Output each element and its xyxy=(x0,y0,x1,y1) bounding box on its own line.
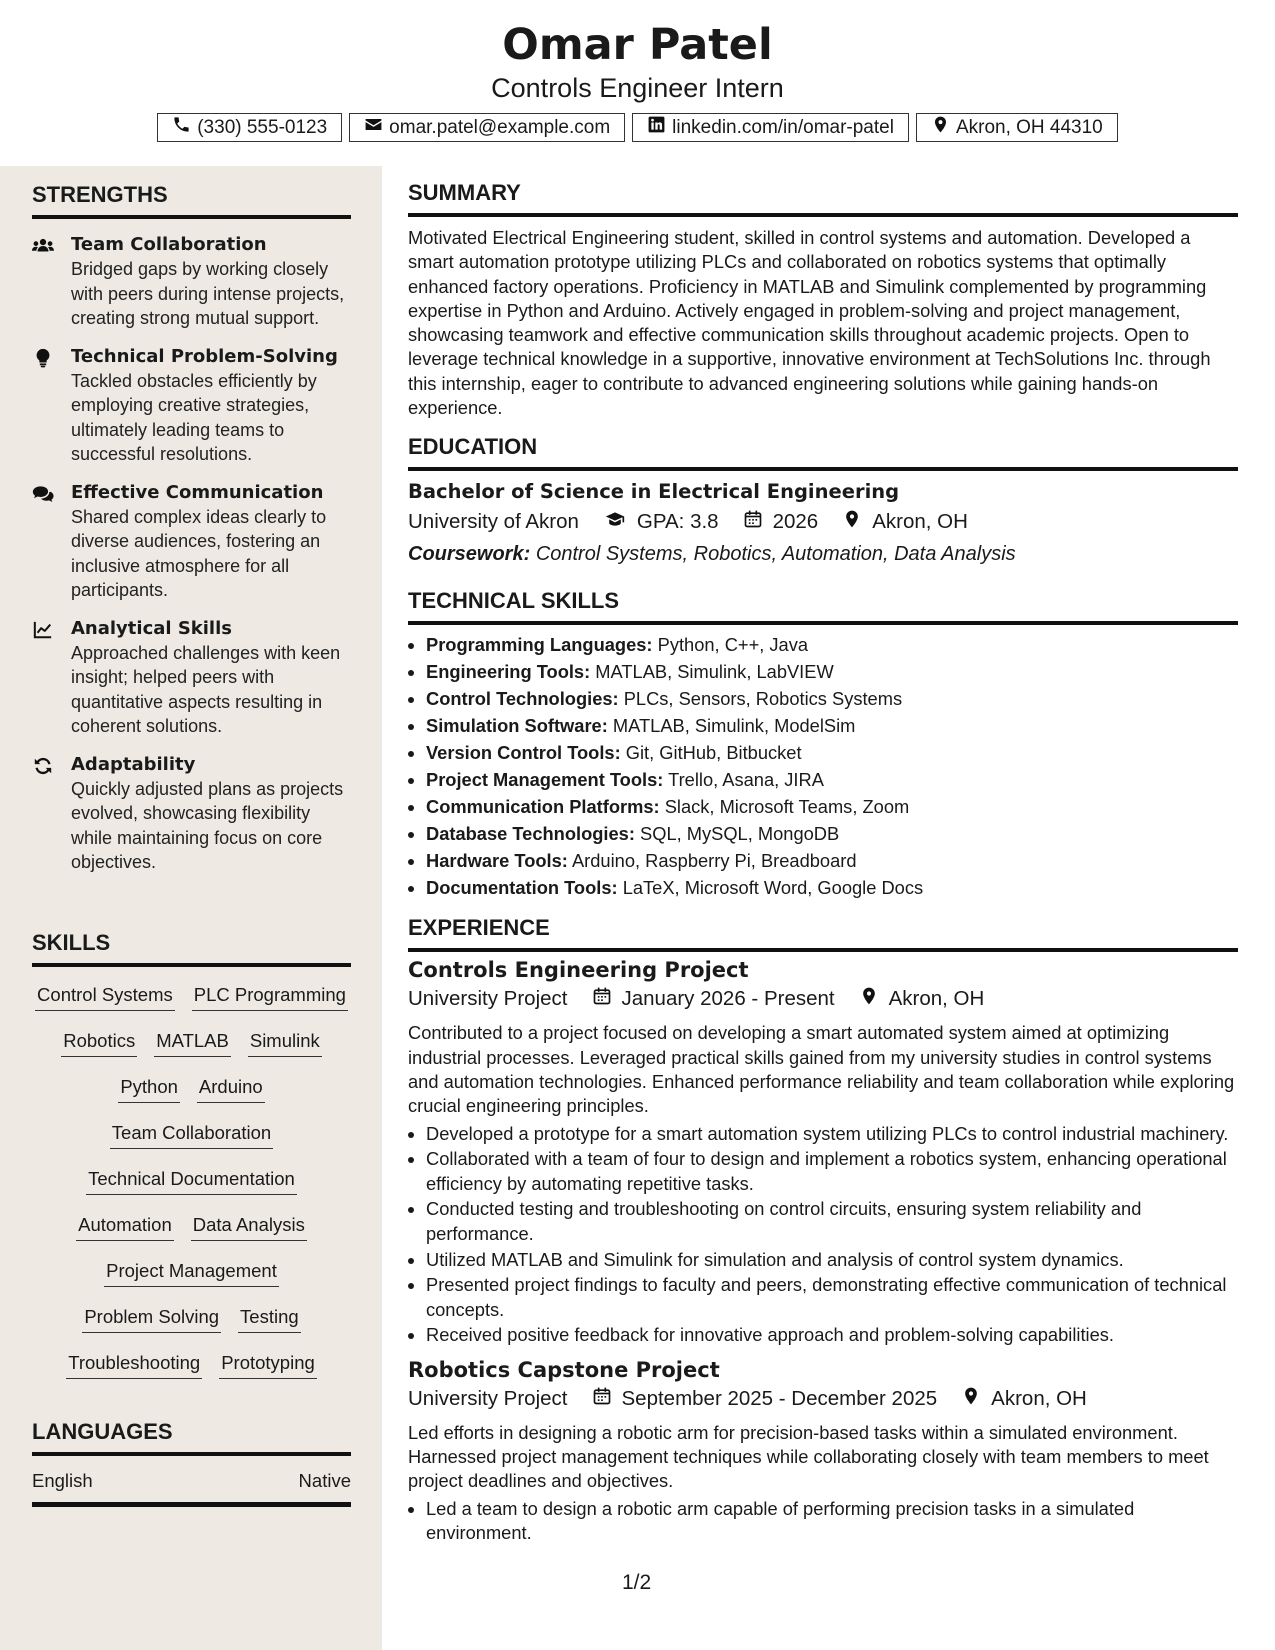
project-dates: September 2025 - December 2025 xyxy=(621,1386,938,1410)
strength-item xyxy=(32,481,351,603)
language-name: English xyxy=(32,1470,93,1491)
skill-category: Documentation Tools: xyxy=(426,877,618,899)
comments-icon xyxy=(32,481,71,603)
language-level: Native xyxy=(298,1470,351,1491)
skill-values: Trello, Asana, JIRA xyxy=(668,769,824,791)
project-bullets xyxy=(408,1497,1238,1546)
education-section xyxy=(408,434,1238,566)
strength-desc: Quickly adjusted plans as projects evolved, showcasing flexibility while maintaining focus on core objectives. xyxy=(71,778,344,872)
list-item xyxy=(426,847,1238,874)
graduation-year: 2026 xyxy=(772,510,819,534)
skill-category: Version Control Tools: xyxy=(426,742,621,764)
list-item: • Conducted testing and troubleshooting on control circuits, ensuring system reliability and performance. xyxy=(426,1197,1238,1246)
chart-line-icon xyxy=(32,617,71,739)
list-item xyxy=(426,712,1238,739)
strength-desc: Bridged gaps by working closely with peers during intense projects, creating strong mutual support. xyxy=(71,259,345,328)
strengths-heading: STRENGTHS xyxy=(32,182,351,219)
strength-title: Team Collaboration xyxy=(71,234,267,255)
graduation-cap-icon xyxy=(603,509,627,535)
project-title: Controls Engineering Project xyxy=(408,958,749,983)
skill-values: Python, C++, Java xyxy=(657,634,809,656)
skill-category: Programming Languages: xyxy=(426,634,653,656)
strength-item xyxy=(32,233,351,331)
contact-location[interactable] xyxy=(916,113,1118,142)
map-pin-icon xyxy=(859,986,879,1012)
skill-category: Project Management Tools: xyxy=(426,769,664,791)
list-item xyxy=(426,820,1238,847)
education-heading: EDUCATION xyxy=(408,434,1238,471)
list-item xyxy=(426,658,1238,685)
school-location: Akron, OH xyxy=(872,510,968,534)
strength-desc: Tackled obstacles efficiently by employing creative strategies, ultimately leading teams to successful resolutions. xyxy=(71,370,317,464)
education-meta xyxy=(408,509,1238,535)
email-text: omar.patel@example.com xyxy=(389,116,611,138)
project-bullets xyxy=(408,1122,1238,1348)
strength-title: Adaptability xyxy=(71,753,196,775)
skill-category: Communication Platforms: xyxy=(426,796,660,818)
skill-tag: Testing xyxy=(238,1306,301,1333)
map-pin-icon xyxy=(842,509,862,535)
gpa: GPA: 3.8 xyxy=(636,510,719,534)
experience-heading: EXPERIENCE xyxy=(408,915,1238,952)
skill-tag: Technical Documentation xyxy=(86,1168,297,1195)
coursework xyxy=(408,543,1238,566)
phone-text: (330) 555-0123 xyxy=(197,116,328,138)
list-item xyxy=(426,739,1238,766)
users-icon xyxy=(32,233,71,331)
contact-linkedin[interactable] xyxy=(632,113,909,142)
skill-tag: Problem Solving xyxy=(82,1306,221,1333)
lightbulb-icon xyxy=(32,345,71,467)
project-org: University Project xyxy=(408,1386,568,1410)
calendar-icon xyxy=(592,1386,612,1412)
skill-values: Slack, Microsoft Teams, Zoom xyxy=(664,796,910,818)
envelope-icon xyxy=(364,115,383,140)
skill-tag: Automation xyxy=(76,1214,174,1241)
list-item xyxy=(426,874,1238,901)
calendar-icon xyxy=(743,509,763,535)
list-item xyxy=(426,793,1238,820)
skill-tag: Python xyxy=(118,1076,180,1103)
skill-values: Git, GitHub, Bitbucket xyxy=(625,742,802,764)
skills-list xyxy=(32,984,351,1379)
map-pin-icon xyxy=(931,115,950,140)
skill-values: MATLAB, Simulink, LabVIEW xyxy=(595,661,834,683)
skill-tag: Robotics xyxy=(61,1030,137,1057)
strength-item xyxy=(32,617,351,739)
skill-tag: Troubleshooting xyxy=(66,1352,202,1379)
main-content xyxy=(408,180,1238,1547)
skill-tag: PLC Programming xyxy=(192,984,348,1011)
strength-title: Effective Communication xyxy=(71,481,324,503)
skill-values: PLCs, Sensors, Robotics Systems xyxy=(623,688,903,710)
language-row xyxy=(32,1470,351,1507)
candidate-name: Omar Patel xyxy=(502,20,773,70)
summary-text: Motivated Electrical Engineering student, skilled in control systems and automation. Developed a smart automation prototype utilizing PLCs and collaborated on robotics systems that optimally enhanced factory operations. Proficiency in MATLAB and Simulink complemented by programming expertise in Python and Arduino. Actively engaged in problem-solving and project management, showcasing teamwork and effective communication skills throughout academic projects. Open to leverage technical knowledge in a supportive, innovative environment at TechSolutions Inc. through this internship, eager to contribute to advanced engineering solutions while gaining hands-on experience. xyxy=(408,227,1211,419)
job-title: Controls Engineer Intern xyxy=(491,73,784,103)
experience-item xyxy=(408,1358,1238,1545)
project-description: Led efforts in designing a robotic arm for precision-based tasks within a simulated environment. Harnessed project management techniques while collaborating closely with team members to meet project deadlines and objectives. xyxy=(408,1421,1209,1492)
school-name: University of Akron xyxy=(408,510,579,534)
location-text: Akron, OH 44310 xyxy=(955,116,1103,138)
skills-heading: SKILLS xyxy=(32,930,351,967)
project-description: Contributed to a project focused on developing a smart automated system aimed at optimizing industrial processes. Leveraged practical skills gained from my university studies in control systems and automation technologies. Enhanced performance reliability and team collaboration while exploring crucial engineering principles. xyxy=(408,1022,1235,1117)
page-number: 1/2 xyxy=(622,1571,652,1594)
list-item: • Received positive feedback for innovative approach and problem-solving capabilities. xyxy=(426,1323,1238,1347)
strength-desc: Approached challenges with keen insight; helped peers with quantitative aspects resulting in coherent solutions. xyxy=(71,642,341,736)
project-title: Robotics Capstone Project xyxy=(408,1357,720,1382)
strengths-section xyxy=(32,182,351,889)
project-dates: January 2026 - Present xyxy=(621,987,835,1011)
skill-tag: Arduino xyxy=(197,1076,265,1103)
contact-phone[interactable] xyxy=(157,113,342,142)
skill-category: Simulation Software: xyxy=(426,715,608,737)
skill-tag: Prototyping xyxy=(219,1352,317,1379)
linkedin-icon xyxy=(647,115,666,140)
technical-skills-heading: TECHNICAL SKILLS xyxy=(408,588,1238,625)
skill-category: Database Technologies: xyxy=(426,823,635,845)
contact-bar xyxy=(0,113,1275,142)
strength-item xyxy=(32,753,351,875)
skill-values: SQL, MySQL, MongoDB xyxy=(640,823,840,845)
linkedin-text: linkedin.com/in/omar-patel xyxy=(672,116,894,138)
languages-heading: LANGUAGES xyxy=(32,1419,351,1456)
skill-values: Arduino, Raspberry Pi, Breadboard xyxy=(571,850,857,872)
contact-email[interactable] xyxy=(349,113,625,142)
strength-title: Analytical Skills xyxy=(71,617,232,639)
map-pin-icon xyxy=(961,1386,981,1412)
project-meta xyxy=(408,986,1238,1012)
list-item xyxy=(426,631,1238,658)
list-item: • Utilized MATLAB and Simulink for simulation and analysis of control system dynamics. xyxy=(426,1248,1238,1272)
skill-category: Control Technologies: xyxy=(426,688,619,710)
summary-heading: SUMMARY xyxy=(408,180,1238,217)
strength-desc: Shared complex ideas clearly to diverse audiences, fostering an inclusive atmosphere for all participants. xyxy=(71,506,327,600)
languages-section xyxy=(32,1419,351,1507)
experience-item xyxy=(408,958,1238,1347)
experience-section xyxy=(408,915,1238,1545)
strength-title: Technical Problem-Solving xyxy=(71,345,338,367)
skill-category: Hardware Tools: xyxy=(426,850,568,872)
skill-category: Engineering Tools: xyxy=(426,661,591,683)
project-location: Akron, OH xyxy=(888,987,985,1011)
skill-tag: Data Analysis xyxy=(191,1214,307,1241)
technical-skills-list xyxy=(408,631,1238,901)
skill-tag: Team Collaboration xyxy=(110,1122,273,1149)
skill-tag: Control Systems xyxy=(35,984,175,1011)
skill-tag: Project Management xyxy=(104,1260,279,1287)
degree-title: Bachelor of Science in Electrical Engineering xyxy=(408,480,900,504)
skill-tag: MATLAB xyxy=(154,1030,231,1057)
list-item: • Led a team to design a robotic arm capable of performing precision tasks in a simulated environment. xyxy=(426,1497,1238,1546)
coursework-label: Coursework: xyxy=(408,543,531,566)
sync-icon xyxy=(32,753,71,875)
list-item: • Developed a prototype for a smart automation system utilizing PLCs to control industrial machinery. xyxy=(426,1122,1238,1146)
list-item xyxy=(426,685,1238,712)
skill-values: MATLAB, Simulink, ModelSim xyxy=(612,715,856,737)
list-item: • Presented project findings to faculty and peers, demonstrating effective communication of technical concepts. xyxy=(426,1273,1238,1322)
coursework-list: Control Systems, Robotics, Automation, Data Analysis xyxy=(535,543,1016,566)
project-org: University Project xyxy=(408,987,568,1011)
phone-icon xyxy=(172,115,191,140)
technical-skills-section xyxy=(408,588,1238,901)
calendar-icon xyxy=(592,986,612,1012)
skill-values: LaTeX, Microsoft Word, Google Docs xyxy=(622,877,924,899)
summary-section xyxy=(408,180,1238,420)
skills-section xyxy=(32,930,351,1379)
list-item: • Collaborated with a team of four to design and implement a robotics system, enhancing operational efficiency by automating repetitive tasks. xyxy=(426,1147,1238,1196)
strength-item xyxy=(32,345,351,467)
skill-tag: Simulink xyxy=(248,1030,322,1057)
project-meta xyxy=(408,1386,1238,1412)
project-location: Akron, OH xyxy=(991,1386,1087,1410)
list-item xyxy=(426,766,1238,793)
